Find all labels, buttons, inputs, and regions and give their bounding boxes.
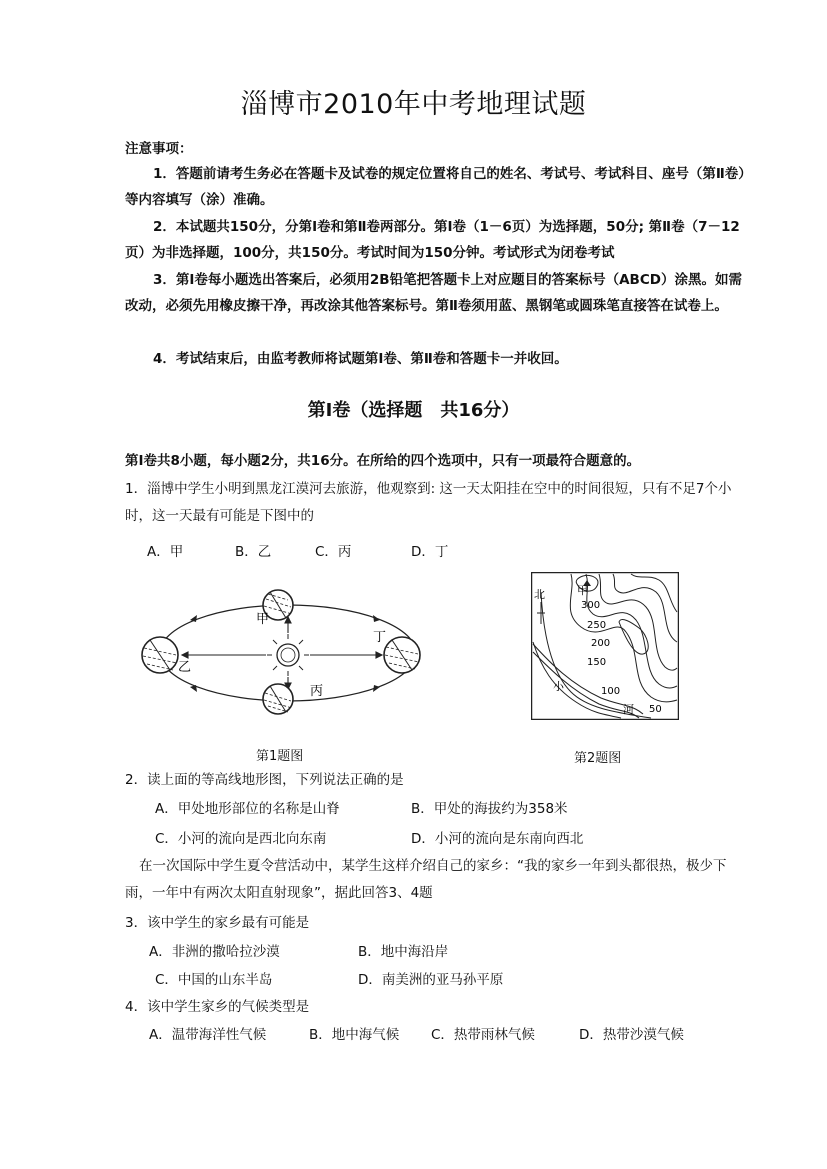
figure-1-caption: 第1题图	[256, 749, 304, 764]
orbit-arrow-icon	[373, 685, 380, 692]
figure-2-contour-map	[531, 572, 679, 720]
orbit-arrow-icon	[190, 685, 197, 692]
q3-stem: 3．该中学生的家乡最有可能是	[125, 915, 310, 931]
q1-option-d: D．丁	[411, 544, 449, 560]
q2-option-b: B．甲处的海拔约为358米	[411, 801, 568, 817]
section-title: 第Ⅰ卷（选择题 共16分）	[307, 400, 520, 421]
contour-label-300: 300	[581, 600, 601, 611]
q4-stem: 4．该中学生家乡的气候类型是	[125, 999, 310, 1015]
earth-icon-bing	[263, 684, 293, 714]
label-yi: 乙	[178, 660, 192, 675]
notice-item-4: 4．考试结束后，由监考教师将试题第Ⅰ卷、第Ⅱ卷和答题卡一并收回。	[153, 351, 568, 367]
label-jia: 甲	[256, 612, 270, 627]
contour-label-200: 200	[591, 638, 611, 649]
q2-stem: 2．读上面的等高线地形图，下列说法正确的是	[125, 772, 404, 788]
sun-icon	[267, 634, 309, 676]
q1-option-c: C．丙	[315, 544, 352, 560]
q3-option-d: D．南美洲的亚马孙平原	[358, 972, 504, 988]
q1-option-a: A．甲	[147, 544, 184, 560]
q4-option-c: C．热带雨林气候	[431, 1027, 535, 1043]
river-label-2: 河	[623, 703, 634, 716]
q1-stem: 1．淄博中学生小明到黑龙江漠河去旅游，他观察到: 这一天太阳挂在空中的时间很短，只有不足7个小时，这一天最有可能是下图中的	[125, 481, 732, 524]
notice-heading: 注意事项：	[125, 141, 193, 157]
q1-option-b: B．乙	[235, 544, 272, 560]
river-label-1: 小	[553, 680, 564, 693]
page-title: 淄博市2010年中考地理试题	[240, 89, 587, 120]
earth-icon-yi	[142, 637, 178, 673]
north-label: 北	[534, 588, 545, 601]
q3-option-b: B．地中海沿岸	[358, 944, 449, 960]
notice-item-2: 2．本试题共150分，分第Ⅰ卷和第Ⅱ卷两部分。第Ⅰ卷（1－6页）为选择题，50分; 第Ⅱ卷（7－12页）为非选择题，100分，共150分。考试时间为150分钟。考试形式为闭卷考试	[125, 219, 740, 261]
q3-option-a: A．非洲的撒哈拉沙漠	[149, 944, 280, 960]
contour-label-100: 100	[601, 686, 621, 697]
figure-2-caption: 第2题图	[574, 751, 622, 766]
orbit-arrow-icon	[373, 615, 380, 622]
passage-3-4: 在一次国际中学生夏令营活动中，某学生这样介绍自己的家乡：“我的家乡一年到头都很热，极少下雨，一年中有两次太阳直射现象”，据此回答3、4题	[125, 858, 727, 901]
q4-option-a: A．温带海洋性气候	[149, 1027, 267, 1043]
q2-option-d: D．小河的流向是东南向西北	[411, 831, 584, 847]
q2-option-c: C．小河的流向是西北向东南	[155, 831, 327, 847]
label-bing: 丙	[310, 684, 324, 699]
section-intro: 第Ⅰ卷共8小题，每小题2分，共16分。在所给的四个选项中，只有一项最符合题意的。	[125, 453, 641, 469]
notice-item-1: 1．答题前请考生务必在答题卡及试卷的规定位置将自己的姓名、考试号、考试科目、座号（第Ⅱ卷）等内容填写（涂）准确。	[125, 166, 746, 208]
q4-option-d: D．热带沙漠气候	[579, 1027, 684, 1043]
point-jia-label: 甲	[577, 584, 588, 597]
contour-label-150: 150	[587, 657, 607, 668]
contour-label-50: 50	[649, 704, 662, 715]
notice-item-3: 3．第Ⅰ卷每小题选出答案后，必须用2B铅笔把答题卡上对应题目的答案标号（ABCD）涂黑。如需改动，必须先用橡皮擦干净，再改涂其他答案标号。第Ⅱ卷须用蓝、黑钢笔或圆珠笔直接答在试卷上。	[125, 272, 742, 314]
q2-option-a: A．甲处地形部位的名称是山脊	[155, 801, 340, 817]
figure-1-orbit-diagram	[130, 575, 430, 735]
contour-label-250: 250	[587, 620, 607, 631]
label-ding: 丁	[373, 630, 387, 645]
earth-icon-ding	[384, 637, 420, 673]
q3-option-c: C．中国的山东半岛	[155, 972, 273, 988]
q4-option-b: B．地中海气候	[309, 1027, 400, 1043]
